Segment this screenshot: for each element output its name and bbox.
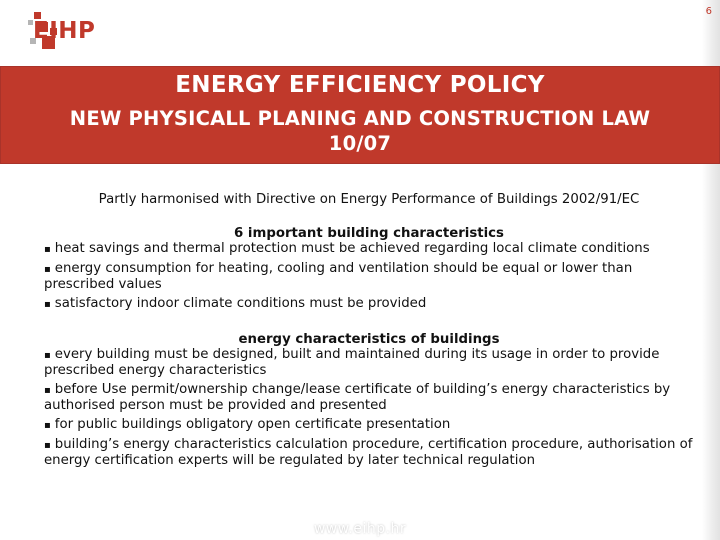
slide-body bbox=[44, 192, 694, 472]
bullet-square-icon: ▪ bbox=[44, 440, 51, 451]
bullet-square-icon: ▪ bbox=[44, 385, 51, 396]
bullet-item: ▪ heat savings and thermal protection must be achieved regarding local climate conditions bbox=[44, 241, 650, 256]
bullet-square-icon: ▪ bbox=[44, 350, 51, 361]
logo-text: EIHP bbox=[33, 18, 96, 44]
slide-subtitle: NEW PHYSICALL PLANING AND CONSTRUCTION LAW 10/07 bbox=[69, 107, 651, 155]
section-heading-energy-characteristics: energy characteristics of buildings bbox=[238, 332, 500, 347]
bullet-square-icon: ▪ bbox=[44, 299, 51, 310]
bullet-item: ▪ energy consumption for heating, cooling and ventilation should be equal or lower than prescribed values bbox=[44, 261, 633, 292]
slide-title: ENERGY EFFICIENCY POLICY bbox=[175, 72, 545, 98]
bullet-square-icon: ▪ bbox=[44, 264, 51, 275]
bullet-item: ▪ building’s energy characteristics calculation procedure, certification procedure, authorisation of energy certification experts will be regulated by later technical regulation bbox=[44, 437, 693, 468]
bullet-item: ▪ satisfactory indoor climate conditions must be provided bbox=[44, 296, 427, 311]
bullet-item: ▪ every building must be designed, built and maintained during its usage in order to provide prescribed energy characteristics bbox=[44, 347, 660, 378]
footer-url[interactable]: www.eihp.hr bbox=[313, 521, 407, 537]
bullet-square-icon: ▪ bbox=[44, 244, 51, 255]
section-heading-building-characteristics: 6 important building characteristics bbox=[234, 226, 504, 241]
bullet-square-icon: ▪ bbox=[44, 420, 51, 431]
page-number: 6 bbox=[705, 6, 712, 17]
bullet-item: ▪ before Use permit/ownership change/lease certificate of building’s energy characteristics by authorised person must be provided and presented bbox=[44, 382, 671, 413]
intro-text: Partly harmonised with Directive on Energy Performance of Buildings 2002/91/EC bbox=[98, 192, 640, 207]
bullet-item: ▪ for public buildings obligatory open certificate presentation bbox=[44, 417, 451, 432]
